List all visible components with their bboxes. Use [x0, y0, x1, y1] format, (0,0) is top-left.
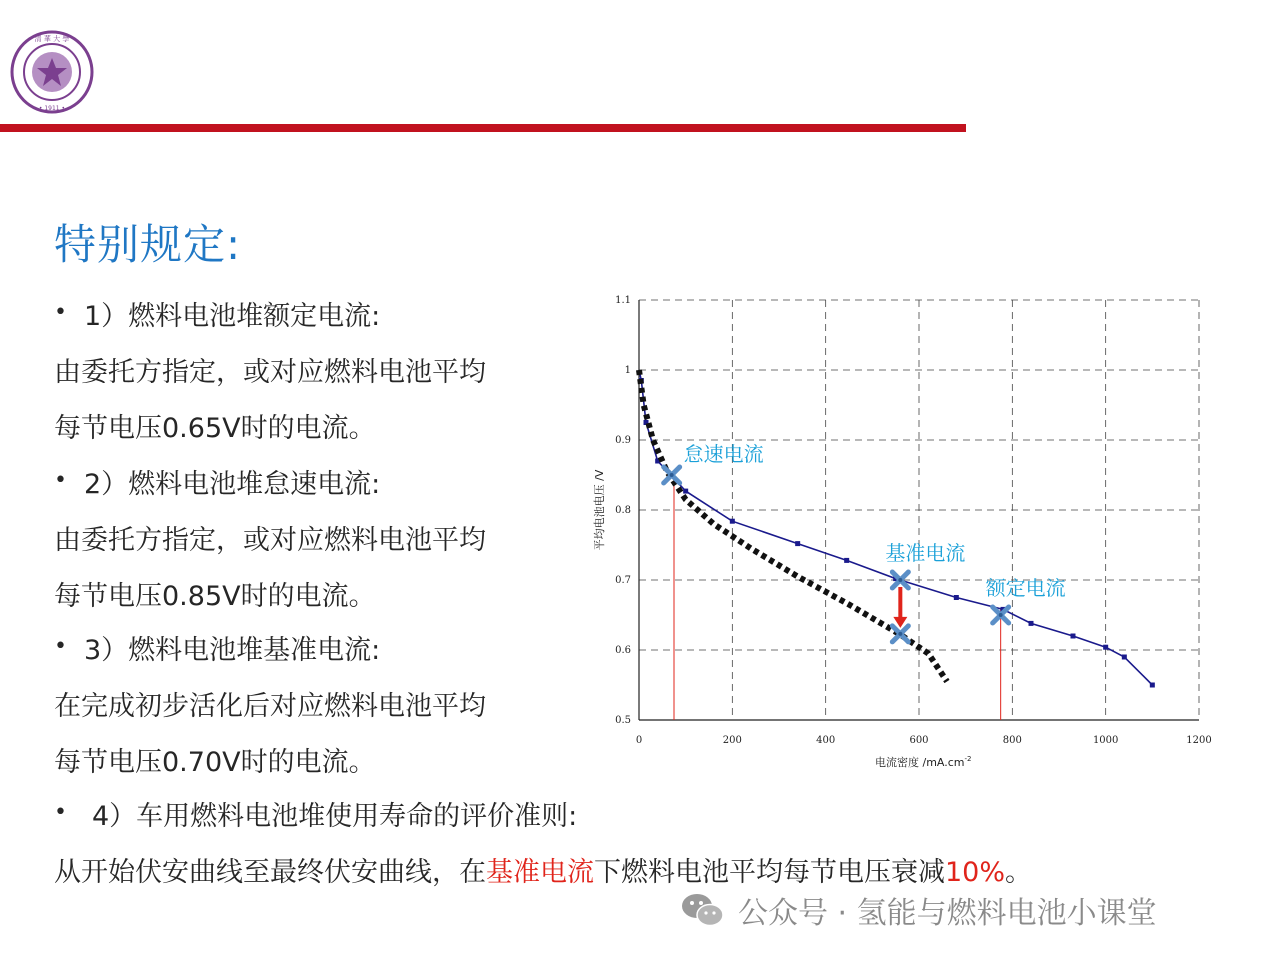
annotation-label: 额定电流: [985, 576, 1066, 600]
criterion-line: [54, 850, 1032, 889]
header-divider: [0, 124, 966, 132]
y-axis-label: 平均电池电压 /V: [593, 469, 606, 551]
svg-text:清 華 大 學: 清 華 大 學: [34, 35, 70, 43]
criterion-highlight-current: 基准电流: [486, 857, 594, 888]
y-tick-label: 0.6: [615, 645, 631, 656]
marker-center: [670, 473, 674, 477]
data-point: [683, 489, 688, 494]
marker-center: [898, 578, 902, 582]
data-point: [1071, 634, 1076, 639]
criterion-highlight-percent: 10%: [945, 857, 1006, 888]
criterion-text-1: 从开始伏安曲线至最终伏安曲线，在: [54, 857, 486, 888]
university-seal-icon: [10, 30, 94, 114]
annotation-label: 怠速电流: [683, 442, 764, 466]
x-tick-label: 0: [635, 735, 643, 746]
data-point: [844, 558, 849, 563]
x-tick-label: 800: [1002, 735, 1022, 746]
page-title: 特别规定:: [54, 220, 242, 269]
chart-ticks: [615, 295, 1212, 746]
x-tick-label: 600: [909, 735, 929, 746]
criterion-text-2: 下燃料电池平均每节电压衰减: [594, 857, 945, 888]
marker-center: [999, 613, 1003, 617]
bullet-2: •: [54, 468, 67, 493]
watermark: [680, 888, 1270, 932]
x-tick-label: 1000: [1092, 735, 1119, 746]
x-axis-label-text: 电流密度 /mA.cm: [875, 756, 965, 769]
item-2-line-2: 每节电压0.85V时的电流。: [54, 581, 376, 612]
y-tick-label: 0.8: [615, 505, 631, 516]
y-tick-label: 1.1: [615, 295, 631, 306]
y-tick-label: 0.5: [615, 715, 631, 726]
item-3-title: 3）燃料电池堆基准电流:: [84, 635, 381, 666]
annotation-label: 基准电流: [885, 541, 966, 565]
x-axis-label-exponent: -2: [964, 755, 972, 763]
wechat-icon: [680, 890, 726, 930]
item-3-line-1: 在完成初步活化后对应燃料电池平均: [54, 691, 486, 722]
item-2-title: 2）燃料电池堆怠速电流:: [84, 469, 381, 500]
item-3-line-2: 每节电压0.70V时的电流。: [54, 747, 376, 778]
x-tick-label: 1200: [1186, 735, 1212, 746]
y-tick-label: 0.9: [615, 435, 631, 446]
marker-center: [898, 632, 902, 636]
bullet-3: •: [54, 634, 67, 659]
data-point: [795, 541, 800, 546]
x-axis-label: [875, 755, 972, 769]
item-2-line-1: 由委托方指定，或对应燃料电池平均: [54, 525, 486, 556]
x-tick-label: 200: [722, 735, 742, 746]
polarization-curve-chart: [585, 282, 1225, 792]
item-4-title: 4）车用燃料电池堆使用寿命的评价准则:: [92, 801, 578, 832]
data-point: [1103, 645, 1108, 650]
criterion-text-3: 。: [1005, 857, 1033, 888]
item-1-title: 1）燃料电池堆额定电流:: [84, 301, 381, 332]
x-tick-label: 400: [816, 735, 836, 746]
chart-grid: [639, 300, 1199, 720]
bullet-4: •: [54, 800, 67, 825]
item-1-line-2: 每节电压0.65V时的电流。: [54, 413, 376, 444]
data-point: [730, 519, 735, 524]
item-1-line-1: 由委托方指定，或对应燃料电池平均: [54, 357, 486, 388]
bullet-1: •: [54, 300, 67, 325]
data-point: [1150, 683, 1155, 688]
y-tick-label: 0.7: [615, 575, 631, 586]
watermark-text: 公众号 · 氢能与燃料电池小课堂: [738, 896, 1157, 931]
data-point: [1122, 655, 1127, 660]
data-point: [954, 595, 959, 600]
y-tick-label: 1: [624, 365, 631, 376]
data-point: [1029, 621, 1034, 626]
svg-text:• 1911 •: • 1911 •: [38, 105, 66, 112]
